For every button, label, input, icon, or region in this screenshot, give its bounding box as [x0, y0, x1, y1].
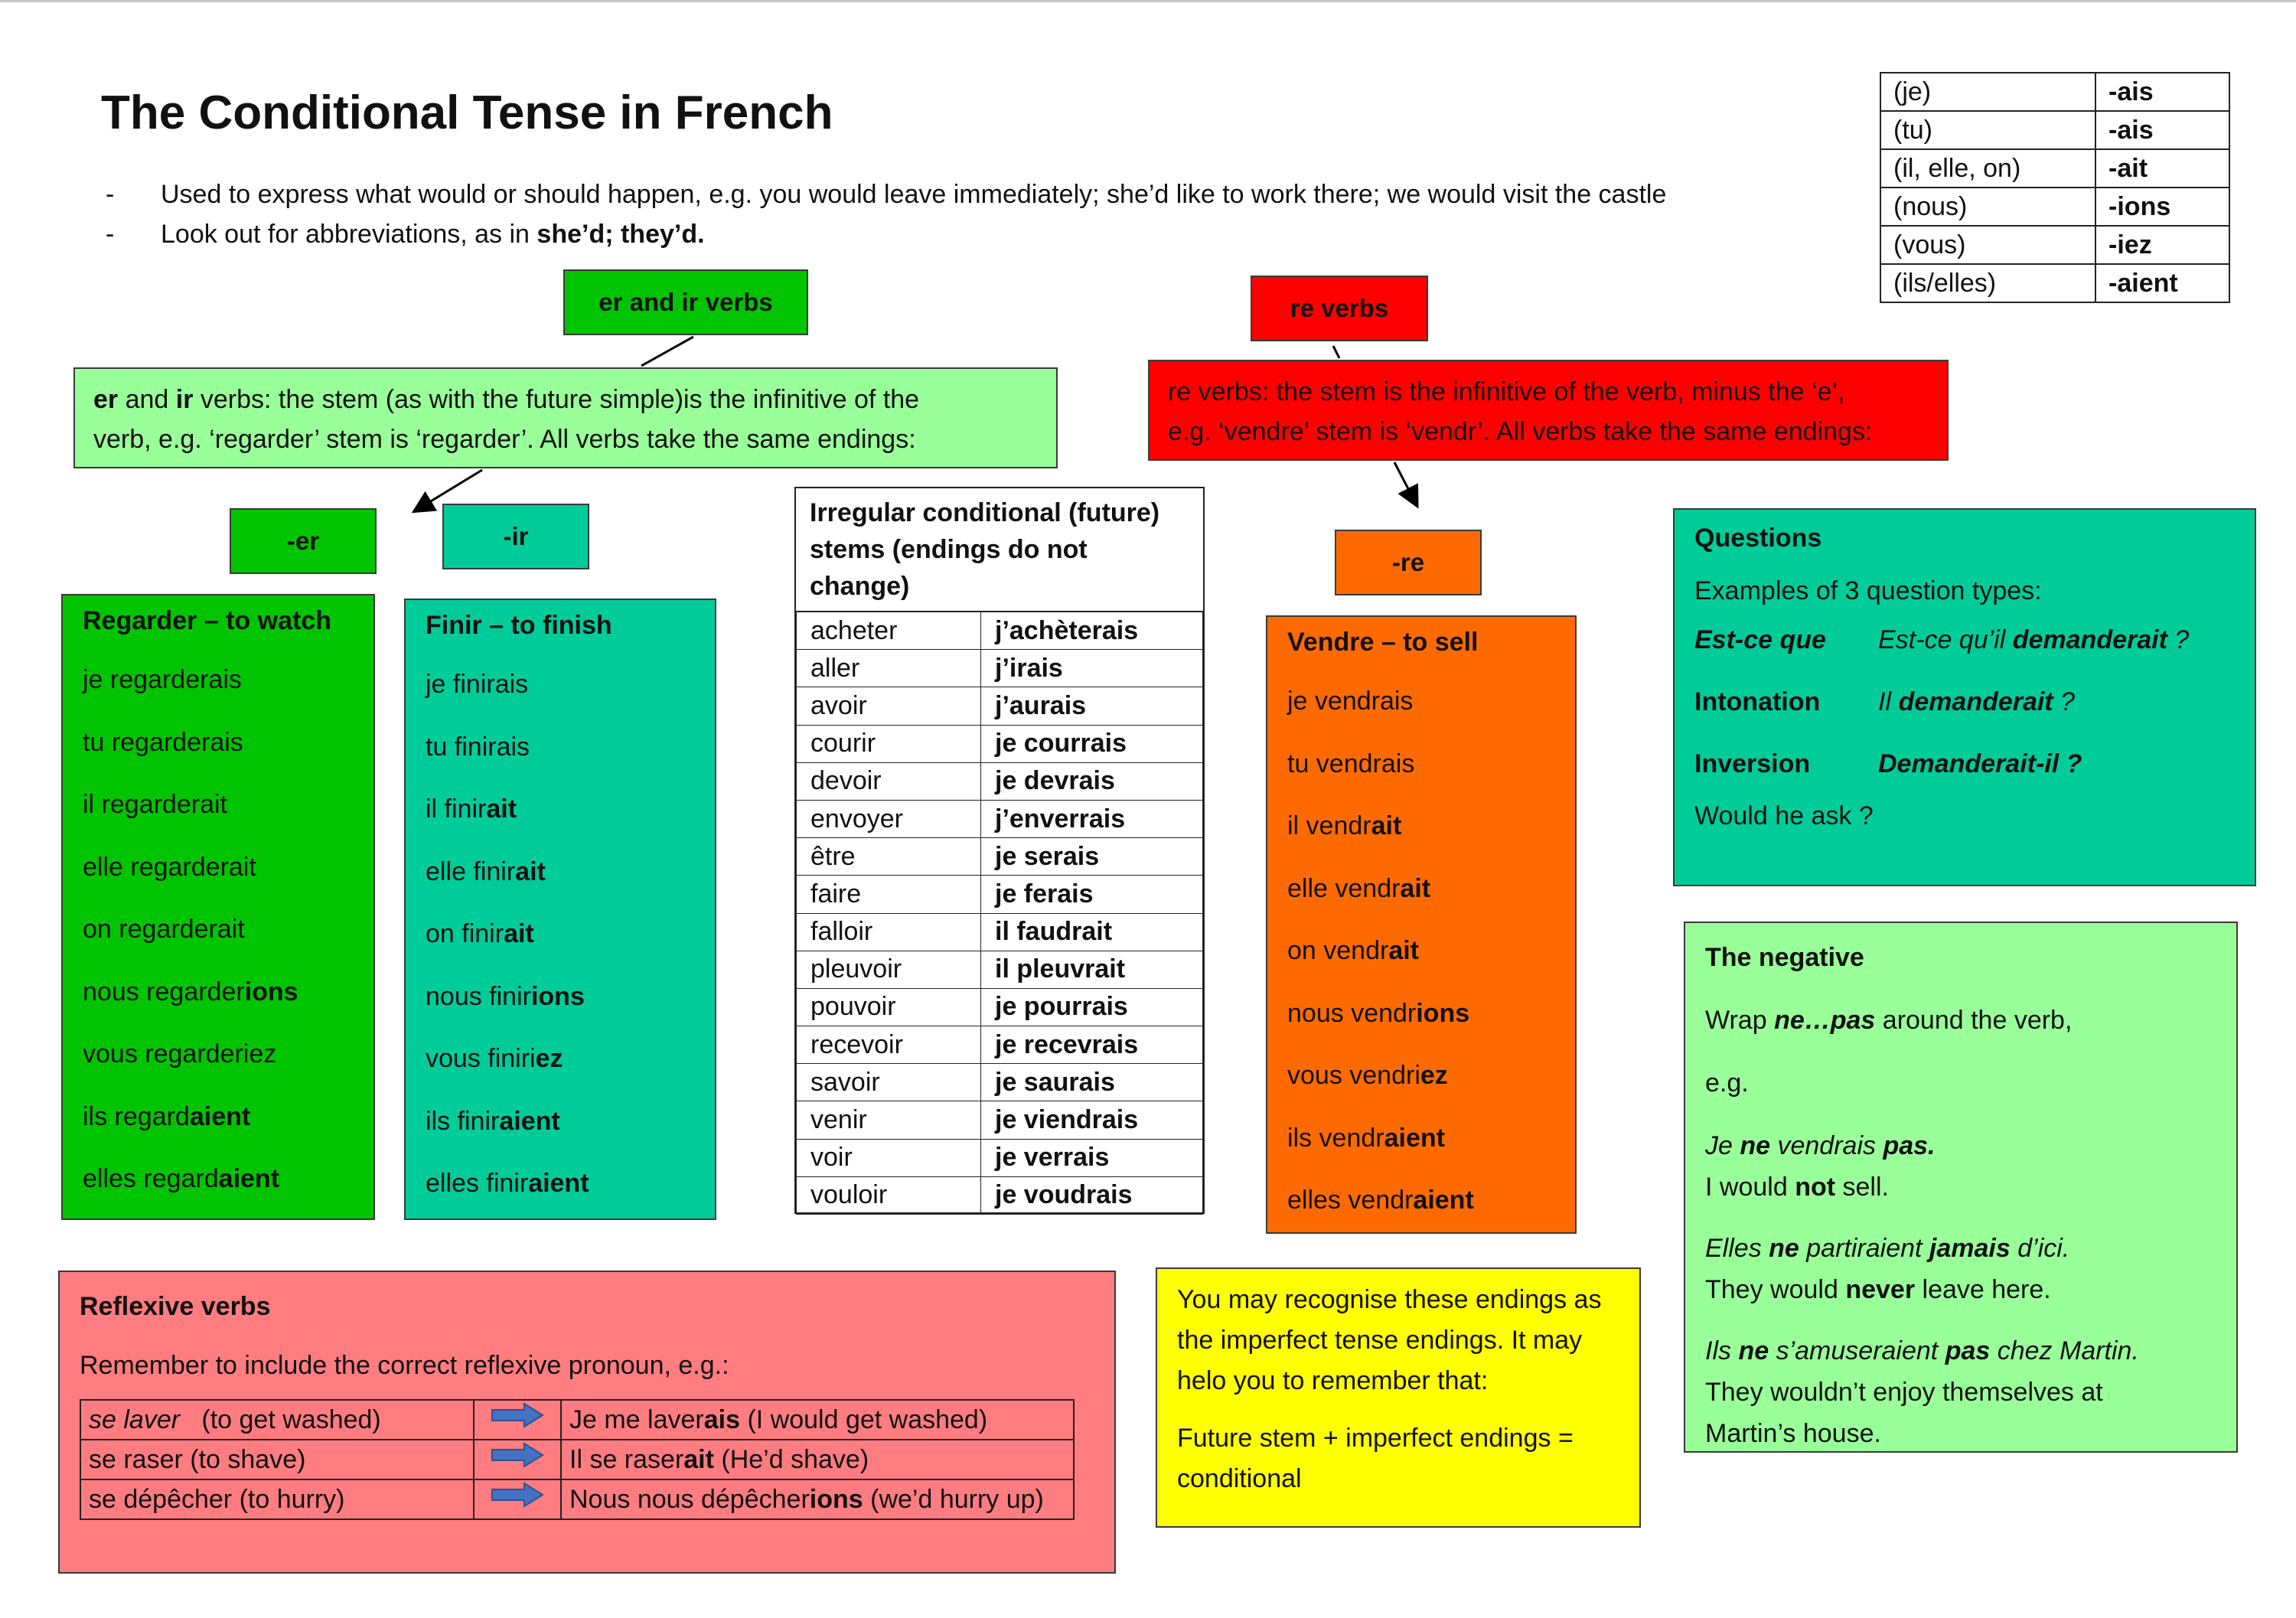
irregular-form: je verrais: [981, 1139, 1203, 1176]
irregular-form: j’enverrais: [981, 800, 1203, 837]
desc-bold: ir: [175, 385, 194, 414]
form-stem: vous finiri: [426, 1044, 536, 1073]
irregular-form: je pourrais: [981, 988, 1203, 1026]
reflexive-row: [80, 1479, 1074, 1519]
form-ending: aient: [1384, 1123, 1445, 1153]
text: chez Martin.: [1990, 1336, 2139, 1365]
form-ending: aient: [1413, 1186, 1474, 1215]
question-type: Inversion: [1694, 749, 1811, 778]
negative-box: [1684, 922, 2238, 1453]
form-ending: ions: [1416, 998, 1470, 1028]
questions-translation: Would he ask ?: [1694, 801, 1874, 830]
right-arrow-icon: [491, 1442, 544, 1468]
question-example: [1878, 687, 2075, 717]
conjugation-form: [1287, 1124, 1555, 1186]
irregular-form: j’achèterais: [981, 612, 1203, 650]
irregular-row: [797, 1064, 1203, 1101]
form-stem: vous vendri: [1287, 1061, 1420, 1090]
irregular-row: [797, 988, 1203, 1026]
form-stem: elles regard: [83, 1164, 219, 1193]
negative-eg: e.g.: [1705, 1068, 1749, 1098]
endings-pronoun: (je): [1880, 73, 2095, 111]
conjugation-form: [1287, 749, 1555, 812]
verb-heading: Regarder – to watch: [83, 606, 331, 635]
question-example-text: Il: [1878, 687, 1899, 716]
arrow-cell: [474, 1440, 561, 1479]
form-ending: aient: [528, 1169, 589, 1198]
irregular-row: [797, 1139, 1203, 1176]
form-stem: ils vendr: [1287, 1123, 1384, 1153]
desc-text: re verbs: the stem is the infinitive of the verb, minus the ‘e’,: [1168, 377, 1845, 406]
conjugation-form: [83, 1102, 354, 1165]
bullet-text: Used to express what would or should happen, e.g. you would leave immediately; she’d like to work there; we would visit the castle: [161, 180, 1667, 209]
conjugation-form: [426, 732, 695, 795]
question-example-verb: Demanderait-il ?: [1878, 749, 2082, 778]
regarder-box: [61, 594, 375, 1220]
form-stem: elles vendr: [1287, 1186, 1414, 1215]
irregular-infinitive: devoir: [797, 762, 981, 800]
text: sell.: [1835, 1173, 1889, 1202]
negative-rule: [1705, 1000, 2216, 1041]
form-stem: ils finir: [426, 1106, 500, 1136]
question-type-row: [1694, 671, 2235, 733]
text: Je: [1705, 1131, 1740, 1160]
question-example: [1878, 749, 2082, 779]
irregular-row: [797, 1026, 1203, 1064]
question-example-text: ?: [2053, 687, 2075, 716]
conjugation-form: [83, 1164, 354, 1227]
form-stem: on vendr: [1287, 936, 1389, 965]
irregular-stems-table: [794, 487, 1205, 1214]
text-bold: pas: [1945, 1336, 1991, 1365]
arrow-cell: [474, 1479, 561, 1519]
result-translation: (we’d hurry up): [863, 1485, 1044, 1514]
negative-example-1: [1705, 1125, 2216, 1166]
note-line: conditional: [1177, 1464, 1302, 1493]
form-ending: ait: [504, 919, 534, 948]
irregular-row: [797, 1101, 1203, 1139]
question-example: [1878, 625, 2189, 655]
negative-translation-1: [1705, 1166, 2216, 1208]
form-stem: vous regarderiez: [83, 1039, 277, 1068]
conjugation-form: [1287, 687, 1555, 749]
irregular-form: il faudrait: [981, 913, 1203, 951]
form-ending: ait: [1388, 936, 1420, 965]
irregular-form: je courrais: [981, 725, 1203, 762]
desc-text: verbs: the stem (as with the future simple)is the infinitive of the: [193, 385, 920, 414]
negative-example-3: [1705, 1330, 2216, 1372]
question-example-verb: demanderait: [2012, 625, 2167, 654]
desc-text: and: [118, 385, 176, 414]
text-bold: not: [1795, 1173, 1836, 1202]
irregular-infinitive: pleuvoir: [797, 951, 981, 988]
conjugation-form: [426, 670, 695, 732]
negative-translation-2: [1705, 1269, 2216, 1310]
reflexive-verb: [80, 1400, 474, 1440]
text: around the verb,: [1875, 1006, 2073, 1035]
irregular-row: [797, 876, 1203, 913]
result-translation: (I would get washed): [740, 1405, 988, 1434]
form-stem: on finir: [426, 919, 504, 948]
endings-suffix: -ions: [2095, 188, 2229, 226]
reflexive-verb: [80, 1479, 474, 1519]
irregular-infinitive: être: [797, 838, 981, 876]
bullet-text-plain: Look out for abbreviations, as in: [161, 220, 537, 249]
er-label: -er: [230, 508, 377, 574]
irregular-row: [797, 951, 1203, 988]
form-stem: nous finir: [426, 981, 531, 1011]
reflexive-result: [561, 1400, 1074, 1440]
text-bold: ne: [1740, 1131, 1771, 1160]
reflexive-row: [80, 1440, 1074, 1479]
irregular-infinitive: savoir: [797, 1064, 981, 1101]
form-ending: ait: [1400, 873, 1431, 903]
conjugation-form: [83, 1039, 354, 1102]
reflexive-verb-text: (to get washed): [180, 1405, 381, 1434]
conjugation-form: [1287, 874, 1555, 937]
irregular-form: il pleuvrait: [981, 951, 1203, 988]
negative-translation-3: They wouldn’t enjoy themselves at: [1705, 1378, 2103, 1407]
irregular-infinitive: falloir: [797, 913, 981, 951]
form-stem: je finirais: [426, 670, 529, 699]
irregular-infinitive: pouvoir: [797, 988, 981, 1026]
endings-suffix: -aient: [2095, 264, 2229, 302]
irregular-infinitive: faire: [797, 876, 981, 913]
result-ending: ais: [703, 1405, 740, 1434]
connector-arrow-er: [419, 470, 482, 508]
form-stem: elles finir: [426, 1169, 529, 1198]
form-stem: elle finir: [426, 856, 516, 886]
conjugation-form: [426, 982, 695, 1045]
text: Elles: [1705, 1234, 1769, 1263]
form-stem: nous regarder: [83, 977, 245, 1006]
reflexive-intro: Remember to include the correct reflexive pronoun, e.g.:: [80, 1351, 729, 1380]
conjugation-form: [83, 853, 354, 915]
connector-line: [641, 337, 693, 366]
right-arrow-icon: [491, 1402, 544, 1428]
finir-box: [404, 599, 716, 1220]
form-stem: elle regarderait: [83, 852, 256, 882]
form-stem: je regarderais: [83, 665, 242, 694]
note-line: You may recognise these endings as: [1177, 1285, 1602, 1314]
form-stem: ils regard: [83, 1101, 190, 1131]
reflexive-heading: Reflexive verbs: [80, 1292, 271, 1321]
irregular-form: je recevrais: [981, 1026, 1203, 1064]
irregular-form: je serais: [981, 838, 1203, 876]
endings-suffix: -ait: [2095, 149, 2229, 188]
conjugation-form: [426, 919, 695, 982]
reflexive-verb-italic: se laver: [89, 1405, 181, 1434]
conjugation-form: [83, 665, 354, 728]
imperfect-note-box: [1156, 1267, 1641, 1528]
question-example-verb: demanderait: [1898, 687, 2053, 716]
conjugation-form: [426, 1107, 695, 1169]
form-stem: tu vendrais: [1287, 749, 1415, 778]
note-line: Future stem + imperfect endings =: [1177, 1424, 1574, 1453]
irregular-row: [797, 762, 1203, 800]
conjugation-form: [426, 1169, 695, 1231]
negative-example-2: [1705, 1228, 2216, 1269]
re-description: [1148, 360, 1949, 461]
text: I would: [1705, 1173, 1795, 1202]
text-bold: ne: [1738, 1336, 1769, 1365]
form-ending: ez: [535, 1044, 563, 1073]
text: Wrap: [1705, 1006, 1775, 1035]
irregular-row: [797, 838, 1203, 876]
conjugation-form: [83, 790, 354, 853]
endings-pronoun: (tu): [1880, 111, 2095, 149]
conjugation-form: [1287, 936, 1555, 999]
conjugation-form: [83, 915, 354, 977]
irregular-form: je voudrais: [981, 1176, 1203, 1214]
text: d’ici.: [2010, 1234, 2070, 1263]
result-stem: Je me laver: [569, 1405, 704, 1434]
verb-heading: Vendre – to sell: [1287, 628, 1479, 657]
reflexive-result: [561, 1479, 1074, 1519]
result-translation: (He’d shave): [713, 1445, 869, 1474]
text: s’amuseraient: [1769, 1336, 1945, 1365]
text-bold: ne: [1769, 1234, 1799, 1263]
endings-suffix: -ais: [2095, 73, 2229, 111]
irregular-row: [797, 800, 1203, 837]
irregular-form: j’aurais: [981, 687, 1203, 725]
text: leave here.: [1915, 1275, 2051, 1304]
irregular-infinitive: avoir: [797, 687, 981, 725]
irregular-infinitive: aller: [797, 650, 981, 687]
note-line: helo you to remember that:: [1177, 1366, 1489, 1395]
conjugation-form: [1287, 811, 1555, 874]
endings-pronoun: (vous): [1880, 226, 2095, 264]
form-stem: tu regarderais: [83, 727, 243, 757]
reflexive-box: [58, 1271, 1116, 1574]
bullet-text-bold: she’d; they’d.: [536, 220, 705, 249]
vendre-box: [1266, 615, 1577, 1234]
irregular-form: je saurais: [981, 1064, 1203, 1101]
bullet-dash: -: [106, 220, 115, 249]
form-stem: elle vendr: [1287, 873, 1401, 903]
irregular-row: [797, 1176, 1203, 1214]
text: partiraient: [1799, 1234, 1929, 1263]
re-verbs-label: re verbs: [1251, 276, 1428, 341]
text: vendrais: [1770, 1131, 1883, 1160]
question-example-text: Est-ce qu’il: [1878, 625, 2013, 654]
form-ending: ait: [1371, 811, 1402, 840]
irregular-form: je viendrais: [981, 1101, 1203, 1139]
irregular-row: [797, 913, 1203, 951]
irregular-row: [797, 650, 1203, 687]
form-ending: aient: [499, 1106, 560, 1136]
irregular-form: je ferais: [981, 876, 1203, 913]
result-stem: Nous nous dépêcher: [569, 1485, 810, 1514]
text-bold-italic: ne…pas: [1774, 1006, 1876, 1035]
question-type: Est-ce que: [1694, 625, 1826, 654]
conjugation-form: [426, 857, 695, 920]
re-label: -re: [1335, 530, 1482, 595]
arrow-cell: [474, 1400, 561, 1440]
conjugation-form: [1287, 1186, 1555, 1248]
page-title: The Conditional Tense in French: [101, 86, 833, 139]
negative-heading: The negative: [1705, 943, 1864, 972]
text-bold: jamais: [1929, 1234, 2011, 1263]
desc-text: verb, e.g. ‘regarder’ stem is ‘regarder’. All verbs take the same endings:: [93, 425, 916, 454]
irregular-infinitive: recevoir: [797, 1026, 981, 1064]
conjugation-form: [83, 977, 354, 1040]
connector-line: [1333, 346, 1339, 358]
right-arrow-icon: [491, 1482, 544, 1508]
form-ending: ions: [530, 981, 585, 1011]
endings-pronoun: (il, elle, on): [1880, 149, 2095, 188]
irregular-form: je devrais: [981, 762, 1203, 800]
text: They would: [1705, 1275, 1846, 1304]
form-ending: ions: [244, 977, 298, 1006]
er-ir-description: [73, 367, 1058, 468]
result-stem: Il se raser: [569, 1445, 684, 1474]
irregular-infinitive: venir: [797, 1101, 981, 1139]
questions-heading: Questions: [1694, 524, 1822, 553]
reflexive-verb: [80, 1440, 474, 1479]
endings-suffix: -iez: [2095, 226, 2229, 264]
irregular-heading: Irregular conditional (future) stems (endings do not change): [796, 488, 1203, 612]
er-ir-verbs-label: er and ir verbs: [563, 269, 808, 335]
irregular-form: j’irais: [981, 650, 1203, 687]
irregular-infinitive: envoyer: [797, 800, 981, 837]
reflexive-result: [561, 1440, 1074, 1479]
form-stem: tu finirais: [426, 732, 530, 762]
text-bold: pas.: [1883, 1131, 1936, 1160]
text-bold: never: [1845, 1275, 1916, 1304]
ir-label: -ir: [442, 504, 589, 569]
form-stem: je vendrais: [1287, 687, 1414, 716]
questions-box: [1673, 508, 2256, 886]
result-ending: ait: [683, 1445, 714, 1474]
form-ending: aient: [218, 1164, 280, 1193]
form-stem: nous vendr: [1287, 998, 1417, 1028]
conjugation-form: [1287, 999, 1555, 1062]
question-type-row: [1694, 609, 2235, 671]
conjugation-form: [83, 728, 354, 791]
form-stem: on regarderait: [83, 915, 245, 944]
reflexive-verb-text: se dépêcher (to hurry): [89, 1485, 345, 1514]
conjugation-form: [426, 1044, 695, 1107]
form-ending: aient: [189, 1101, 251, 1131]
note-line: the imperfect tense endings. It may: [1177, 1326, 1583, 1355]
result-ending: ions: [809, 1485, 863, 1514]
endings-pronoun: (nous): [1880, 188, 2095, 226]
irregular-infinitive: voir: [797, 1139, 981, 1176]
bullet-dash: -: [106, 180, 115, 209]
irregular-infinitive: acheter: [797, 612, 981, 650]
text: Ils: [1705, 1336, 1739, 1365]
irregular-infinitive: vouloir: [797, 1176, 981, 1214]
conjugation-form: [1287, 1061, 1555, 1124]
form-ending: ait: [515, 856, 546, 886]
form-stem: il finir: [426, 794, 487, 824]
question-type: Intonation: [1694, 687, 1821, 716]
question-type-row: [1694, 733, 2235, 795]
form-stem: il regarderait: [83, 790, 227, 819]
endings-suffix: -ais: [2095, 111, 2229, 149]
negative-translation-3b: Martin’s house.: [1705, 1419, 1881, 1448]
irregular-row: [797, 687, 1203, 725]
desc-bold: er: [93, 385, 119, 414]
conjugation-form: [426, 794, 695, 857]
endings-pronoun: (ils/elles): [1880, 264, 2095, 302]
form-stem: il vendr: [1287, 811, 1371, 840]
desc-text: e.g. ‘vendre’ stem is ‘vendr’. All verbs take the same endings:: [1168, 417, 1873, 446]
question-example-text: ?: [2167, 625, 2190, 654]
form-ending: ait: [486, 794, 517, 824]
form-ending: ez: [1420, 1061, 1448, 1090]
irregular-infinitive: courir: [797, 725, 981, 762]
reflexive-verb-text: se raser (to shave): [89, 1445, 306, 1474]
reflexive-row: [80, 1400, 1074, 1440]
irregular-row: [797, 612, 1203, 650]
questions-intro: Examples of 3 question types:: [1694, 576, 2042, 605]
connector-arrow-re: [1394, 462, 1414, 501]
irregular-row: [797, 725, 1203, 762]
verb-heading: Finir – to finish: [426, 611, 612, 640]
